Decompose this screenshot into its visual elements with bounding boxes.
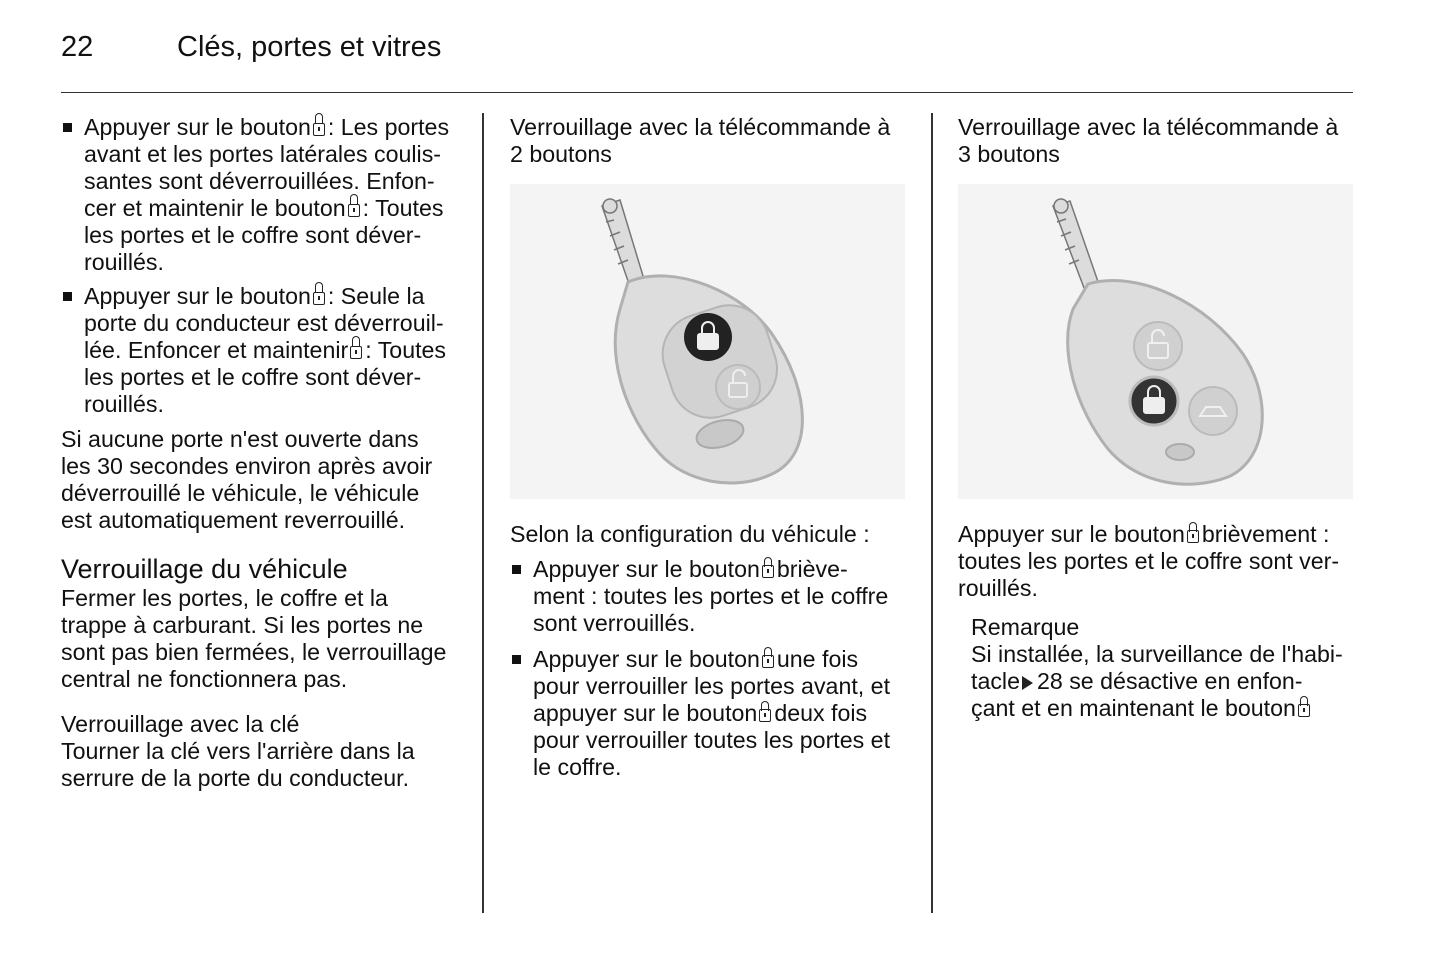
column-1 xyxy=(61,114,461,792)
remote-3-button-illustration xyxy=(958,184,1353,499)
lock-icon xyxy=(762,655,774,668)
section-heading: Verrouillage du véhicule xyxy=(61,554,348,584)
column-2 xyxy=(510,114,915,781)
column-divider-2 xyxy=(931,113,933,913)
bullet-lock-short: Appuyer sur le bouton brièvе- ment : toutes les portes et le coffre sont verrouillés. xyxy=(510,556,915,637)
lock-paragraph: Appuyer sur le bouton brièvement : toutes les portes et le coffre sont ver- rouillés. xyxy=(958,521,1340,601)
lock-icon xyxy=(1298,704,1310,717)
unlock-icon xyxy=(350,346,362,359)
unlock-icon xyxy=(313,123,325,136)
unlock-icon xyxy=(313,292,325,305)
unlock-icon xyxy=(348,204,360,217)
bullet-lock-twice: Appuyer sur le bouton une fois pour verrouiller les portes avant, et appuyer sur le bouton deux fois pour verrouiller toutes les portes et le coffre. xyxy=(510,646,915,781)
unlock-button xyxy=(716,365,760,409)
bullet-unlock-all: Appuyer sur le bouton : Les portes avant et les portes latérales coulis- santes sont déverrouillées. Enfon- cer et maintenir le bouton : Toutes les portes et le coffre sont déver- rouillés. xyxy=(61,114,461,276)
config-intro: Selon la configuration du véhicule : xyxy=(510,521,870,547)
lock-icon xyxy=(759,709,771,722)
note-box: Remarque Si installée, la surveillance de l'habi- tacle 28 se désactive en enfon- çant et en maintenant le bouton xyxy=(958,614,1358,722)
page-number: 22 xyxy=(61,31,94,63)
lock-icon xyxy=(762,565,774,578)
column-divider-1 xyxy=(482,113,484,913)
lock-icon xyxy=(1187,530,1199,543)
key-paragraph: Tourner la clé vers l'arrière dans la serrure de la porte du conducteur. xyxy=(61,738,415,791)
subheading-key: Verrouillage avec la clé xyxy=(61,711,300,737)
remote-led xyxy=(1166,444,1194,460)
page-title: Clés, portes et vitres xyxy=(177,31,442,63)
bullet-unlock-driver: Appuyer sur le bouton : Seule la porte du conducteur est déverrouil- lée. Enfoncer et maintenir : Toutes les portes et le coffre sont déver- rouillés. xyxy=(61,283,461,418)
remote-2-button-illustration xyxy=(510,184,905,499)
locking-paragraph: Fermer les portes, le coffre et la trappe à carburant. Si les portes ne sont pas bien fermées, le verrouillage central ne fonctionnera pas. xyxy=(61,585,447,692)
column-3 xyxy=(958,114,1358,722)
note-title: Remarque xyxy=(971,614,1080,640)
trunk-button xyxy=(1189,387,1237,435)
heading-3-button-remote: Verrouillage avec la télécommande à 3 boutons xyxy=(958,114,1339,167)
auto-relock-paragraph: Si aucune porte n'est ouverte dans les 30 secondes environ après avoir déverrouillé le véhicule, le véhicule est automatiquement reverrouillé. xyxy=(61,426,433,533)
page-reference-arrow-icon xyxy=(1022,676,1033,690)
page-header xyxy=(61,30,1353,93)
heading-2-button-remote: Verrouillage avec la télécommande à 2 boutons xyxy=(510,114,891,167)
